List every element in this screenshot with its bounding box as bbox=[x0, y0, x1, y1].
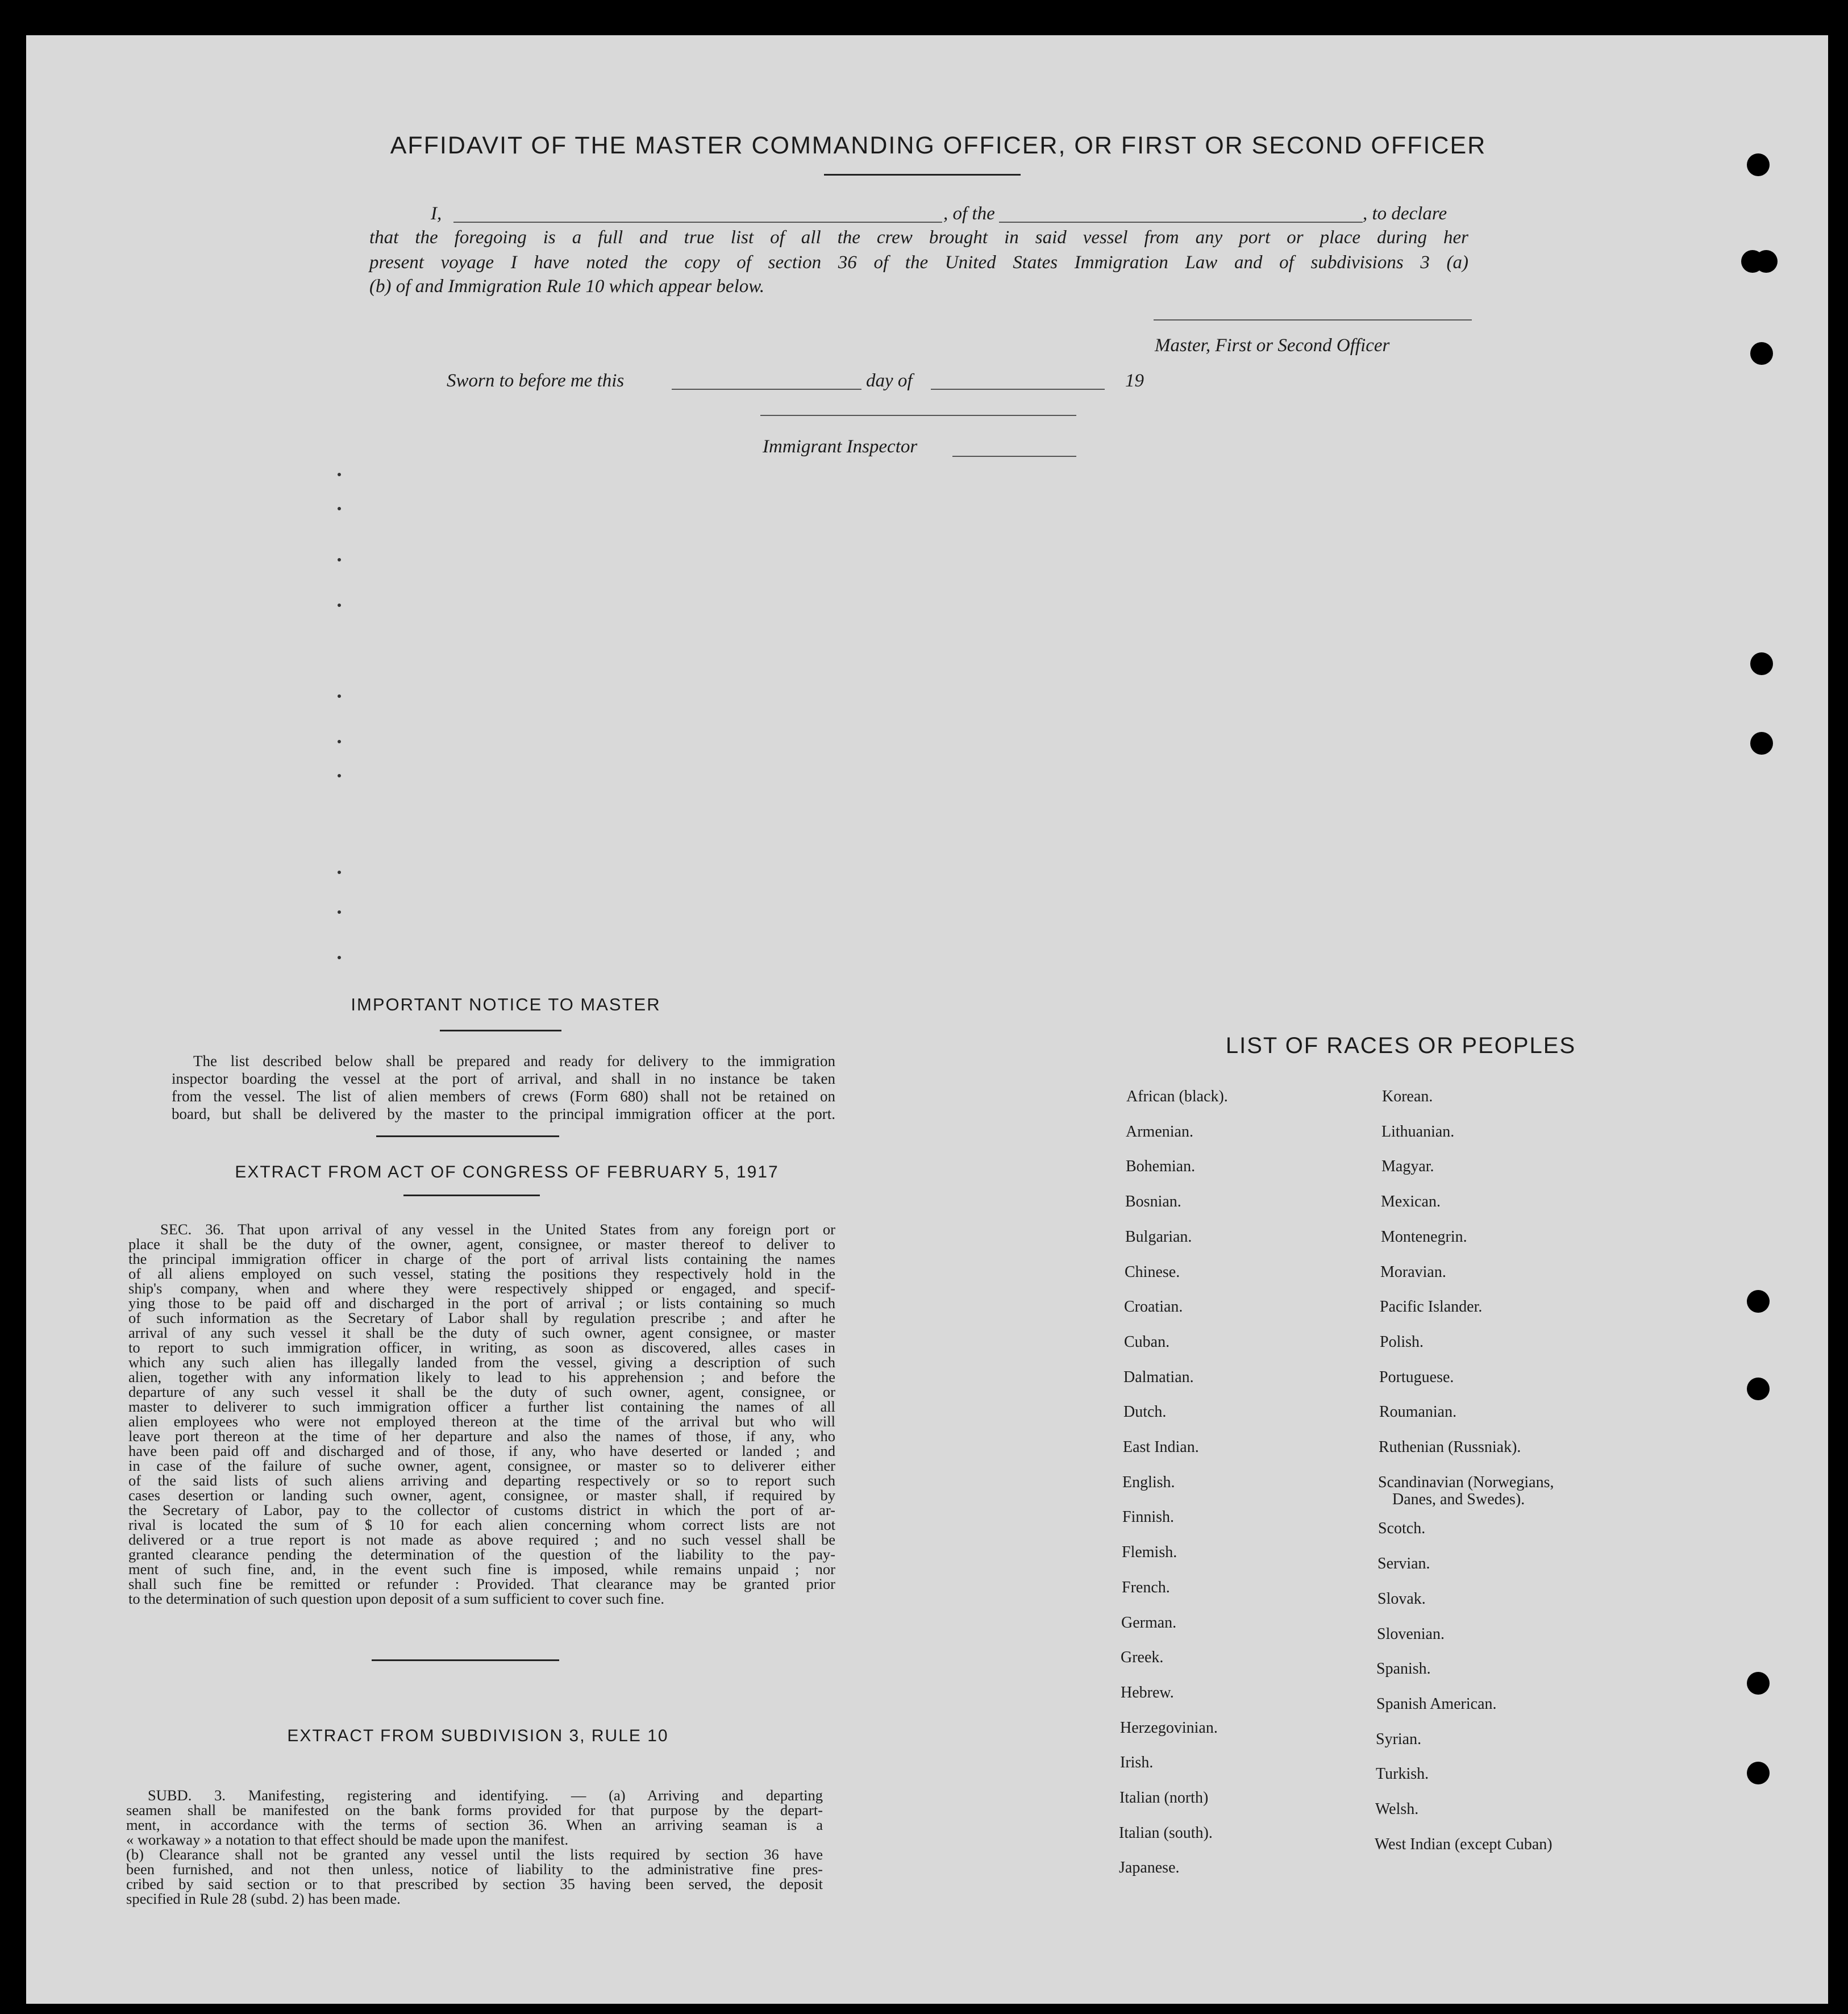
rule-text bbox=[126, 1788, 823, 1906]
race-item: Servian. bbox=[1377, 1555, 1430, 1572]
punch-hole bbox=[1747, 1378, 1770, 1400]
notice-text bbox=[172, 1052, 835, 1123]
dot-mark bbox=[338, 774, 341, 777]
race-item: Greek. bbox=[1121, 1649, 1164, 1666]
punch-hole bbox=[1750, 732, 1773, 755]
race-item: Scandinavian (Norwegians, bbox=[1378, 1474, 1554, 1491]
day-blank bbox=[672, 389, 861, 390]
race-item: Danes, and Swedes). bbox=[1392, 1491, 1525, 1508]
race-item: Armenian. bbox=[1126, 1123, 1193, 1141]
race-item: Dutch. bbox=[1123, 1403, 1167, 1421]
rule-line: (b) Clearance shall not be granted any vessel until the lists required by section 36 have bbox=[126, 1846, 823, 1863]
notice-bottom-rule bbox=[376, 1135, 559, 1137]
dot-mark bbox=[338, 604, 341, 607]
race-item: Bulgarian. bbox=[1125, 1228, 1192, 1246]
race-item: Dalmatian. bbox=[1123, 1368, 1194, 1386]
race-item: Slovak. bbox=[1377, 1590, 1426, 1608]
dot-mark bbox=[338, 473, 341, 476]
vessel-blank bbox=[999, 222, 1363, 223]
race-item: Italian (south). bbox=[1119, 1824, 1213, 1842]
race-item: Italian (north) bbox=[1119, 1789, 1209, 1807]
rule-line: seamen shall be manifested on the bank forms provided for that purpose by the depart- bbox=[126, 1801, 823, 1819]
race-item: Korean. bbox=[1382, 1088, 1433, 1105]
notice-line: The list described below shall be prepared and ready for delivery to the immigration bbox=[193, 1052, 835, 1070]
act-line: delivered or a true report is not made as above required ; and no such vessel shall be bbox=[128, 1531, 835, 1548]
race-item: Turkish. bbox=[1376, 1765, 1429, 1783]
race-item: West Indian (except Cuban) bbox=[1375, 1836, 1553, 1853]
act-line: ment of such fine, and, in the event such fine is imposed, while remains unpaid ; nor bbox=[128, 1561, 835, 1578]
day-of-label: day of bbox=[866, 371, 913, 391]
act-line: ship's company, when and where they were respectively shipped or engaged, and specif- bbox=[128, 1280, 835, 1297]
race-item: Moravian. bbox=[1380, 1263, 1446, 1281]
act-line: to report to such immigration officer, in writing, as soon as discovered, alles cases in bbox=[128, 1339, 835, 1356]
act-line: shall such fine be remitted or refunder : Provided. That clearance may be granted prior bbox=[128, 1575, 835, 1592]
rule-line: specified in Rule 28 (subd. 2) has been made. bbox=[126, 1890, 401, 1907]
notice-line: from the vessel. The list of alien members of crews (Form 680) shall not be retained on bbox=[172, 1088, 835, 1105]
notice-line: board, but shall be delivered by the master to the principal immigration officer at the port. bbox=[172, 1105, 835, 1122]
race-item: East Indian. bbox=[1123, 1438, 1199, 1456]
race-item: African (black). bbox=[1126, 1088, 1228, 1105]
punch-hole bbox=[1755, 250, 1778, 273]
act-line: alien, together with any information likely to lead to his apprehension ; and before the bbox=[128, 1368, 835, 1385]
race-item: Scotch. bbox=[1378, 1520, 1426, 1537]
of-the-label: , of the bbox=[943, 203, 995, 224]
act-line: of such information as the Secretary of Labor shall by regulation prescribe ; and after he bbox=[128, 1309, 835, 1326]
dot-mark bbox=[338, 740, 341, 743]
act-line: in case of the failure of suche owner, agent, consignee, or master so to deliverer either bbox=[128, 1457, 835, 1474]
month-blank bbox=[931, 389, 1105, 390]
race-item: Magyar. bbox=[1381, 1158, 1434, 1175]
race-item: Mexican. bbox=[1381, 1193, 1441, 1210]
i-label: I, bbox=[431, 203, 442, 224]
signature-blank bbox=[1154, 319, 1472, 321]
rule-line: ment, in accordance with the terms of section 36. When an arriving seaman is a bbox=[126, 1816, 823, 1833]
race-item: Pacific Islander. bbox=[1380, 1298, 1483, 1316]
act-bottom-rule bbox=[372, 1659, 559, 1661]
dot-mark bbox=[338, 507, 341, 510]
act-line: have been paid off and discharged and of those, if any, who have deserted or landed ; and bbox=[128, 1442, 835, 1459]
dot-mark bbox=[338, 956, 341, 959]
punch-hole bbox=[1747, 1290, 1770, 1313]
races-title: LIST OF RACES OR PEOPLES bbox=[1225, 1033, 1576, 1058]
punch-hole bbox=[1750, 342, 1773, 365]
race-item: Chinese. bbox=[1125, 1263, 1180, 1281]
race-item: Croatian. bbox=[1124, 1298, 1183, 1316]
rule-line: « workaway » a notation to that effect should be made upon the manifest. bbox=[126, 1831, 569, 1848]
inspector-caption: Immigrant Inspector bbox=[763, 436, 918, 457]
act-line: leave port thereon at the time of her departure and also the names of those, if any, who bbox=[128, 1428, 835, 1445]
act-line: departure of any such vessel it shall be the duty of such owner, agent, consignee, or bbox=[128, 1383, 835, 1400]
race-item: Syrian. bbox=[1376, 1730, 1422, 1748]
race-item: Cuban. bbox=[1124, 1333, 1170, 1351]
act-text bbox=[128, 1222, 835, 1606]
race-item: Herzegovinian. bbox=[1120, 1719, 1218, 1737]
race-item: Spanish American. bbox=[1376, 1695, 1497, 1713]
punch-hole bbox=[1747, 153, 1770, 176]
dot-mark bbox=[338, 694, 341, 698]
race-item: Finnish. bbox=[1122, 1508, 1175, 1526]
race-item: Roumanian. bbox=[1379, 1403, 1457, 1421]
sworn-label: Sworn to before me this bbox=[447, 371, 625, 391]
inspector-signature-blank bbox=[760, 415, 1076, 416]
act-line: to the determination of such question upon deposit of a sum sufficient to cover such fine. bbox=[128, 1590, 665, 1607]
act-line: alien employees who were not employed thereon at the time of the arrival but who will bbox=[128, 1413, 835, 1430]
affidavit-title: AFFIDAVIT OF THE MASTER COMMANDING OFFICER, OR FIRST OR SECOND OFFICER bbox=[390, 132, 1487, 159]
act-title: EXTRACT FROM ACT OF CONGRESS OF FEBRUARY 5, 1917 bbox=[235, 1163, 779, 1181]
document-page bbox=[26, 35, 1828, 2004]
rule-line: SUBD. 3. Manifesting, registering and identifying. — (a) Arriving and departing bbox=[148, 1787, 823, 1804]
notice-rule bbox=[440, 1030, 561, 1031]
act-line: master to deliverer to such immigration officer a further list containing the names of all bbox=[128, 1398, 835, 1415]
punch-hole bbox=[1747, 1762, 1770, 1784]
rule-title: EXTRACT FROM SUBDIVISION 3, RULE 10 bbox=[287, 1726, 669, 1745]
act-line: ying those to be paid off and discharged in the port of arrival ; or lists containing so much bbox=[128, 1295, 835, 1312]
notice-line: inspector boarding the vessel at the port of arrival, and shall in no instance be taken bbox=[172, 1070, 835, 1087]
affidavit-line-3: present voyage I have noted the copy of section 36 of the United States Immigration Law and of subdivisions 3 (a) bbox=[369, 252, 1468, 273]
race-item: Bohemian. bbox=[1126, 1158, 1196, 1175]
act-line: granted clearance pending the determination of the question of the liability to the pay- bbox=[128, 1546, 835, 1563]
act-line: of all aliens employed on such vessel, stating the positions they respectively hold in the bbox=[128, 1265, 835, 1282]
race-item: Ruthenian (Russniak). bbox=[1379, 1438, 1521, 1456]
act-rule bbox=[403, 1195, 540, 1196]
race-item: Flemish. bbox=[1122, 1543, 1177, 1561]
punch-hole bbox=[1750, 652, 1773, 675]
act-line: the Secretary of Labor, pay to the collector of customs district in which the port of ar- bbox=[128, 1501, 835, 1518]
master-caption: Master, First or Second Officer bbox=[1155, 335, 1390, 356]
notice-title: IMPORTANT NOTICE TO MASTER bbox=[351, 994, 661, 1014]
race-item: Slovenian. bbox=[1377, 1625, 1445, 1643]
punch-hole bbox=[1747, 1672, 1770, 1695]
name-blank bbox=[453, 222, 942, 223]
year-label: 19 bbox=[1125, 371, 1144, 391]
race-item: German. bbox=[1121, 1614, 1177, 1632]
dot-mark bbox=[338, 910, 341, 914]
act-line: arrival of any such vessel it shall be the duty of such owner, agent consignee, or master bbox=[128, 1324, 835, 1341]
affidavit-line-2: that the foregoing is a full and true list of all the crew brought in said vessel from any port or place during her bbox=[369, 227, 1468, 248]
act-line: SEC. 36. That upon arrival of any vessel in the United States from any foreign port or bbox=[160, 1221, 835, 1238]
race-item: Portuguese. bbox=[1379, 1368, 1454, 1386]
inspector-blank bbox=[952, 456, 1076, 457]
to-declare-label: , to declare bbox=[1363, 203, 1447, 224]
dot-mark bbox=[338, 558, 341, 561]
race-item: French. bbox=[1122, 1579, 1170, 1596]
rule-line: cribed by said section or to that prescribed by section 35 having been served, the deposit bbox=[126, 1875, 823, 1892]
race-item: Bosnian. bbox=[1125, 1193, 1181, 1210]
act-line: of the said lists of such aliens arriving and departing respectively or so to report such bbox=[128, 1472, 835, 1489]
race-item: English. bbox=[1122, 1474, 1175, 1491]
act-line: place it shall be the duty of the owner, agent, consignee, or master thereof to deliver to bbox=[128, 1235, 835, 1252]
race-item: Japanese. bbox=[1119, 1859, 1180, 1876]
affidavit-line-4: (b) of and Immigration Rule 10 which appear below. bbox=[369, 276, 765, 297]
act-line: the principal immigration officer in charge of the port of arrival lists containing the names bbox=[128, 1250, 835, 1267]
title-rule bbox=[824, 174, 1021, 176]
race-item: Polish. bbox=[1380, 1333, 1424, 1351]
dot-mark bbox=[338, 871, 341, 874]
act-line: which any such alien has illegally landed from the vessel, giving a description of such bbox=[128, 1354, 835, 1371]
race-item: Montenegrin. bbox=[1381, 1228, 1467, 1246]
race-item: Hebrew. bbox=[1121, 1684, 1174, 1701]
race-item: Irish. bbox=[1120, 1754, 1154, 1771]
act-line: cases desertion or landing such owner, agent, consignee, or master shall, if required by bbox=[128, 1487, 835, 1504]
race-item: Lithuanian. bbox=[1381, 1123, 1455, 1141]
race-item: Spanish. bbox=[1376, 1660, 1431, 1678]
rule-line: been furnished, and not then unless, notice of liability to the administrative fine pres- bbox=[126, 1861, 823, 1878]
race-item: Welsh. bbox=[1375, 1800, 1419, 1818]
act-line: rival is located the sum of $ 10 for each alien concerning whom correct lists are not bbox=[128, 1516, 835, 1533]
